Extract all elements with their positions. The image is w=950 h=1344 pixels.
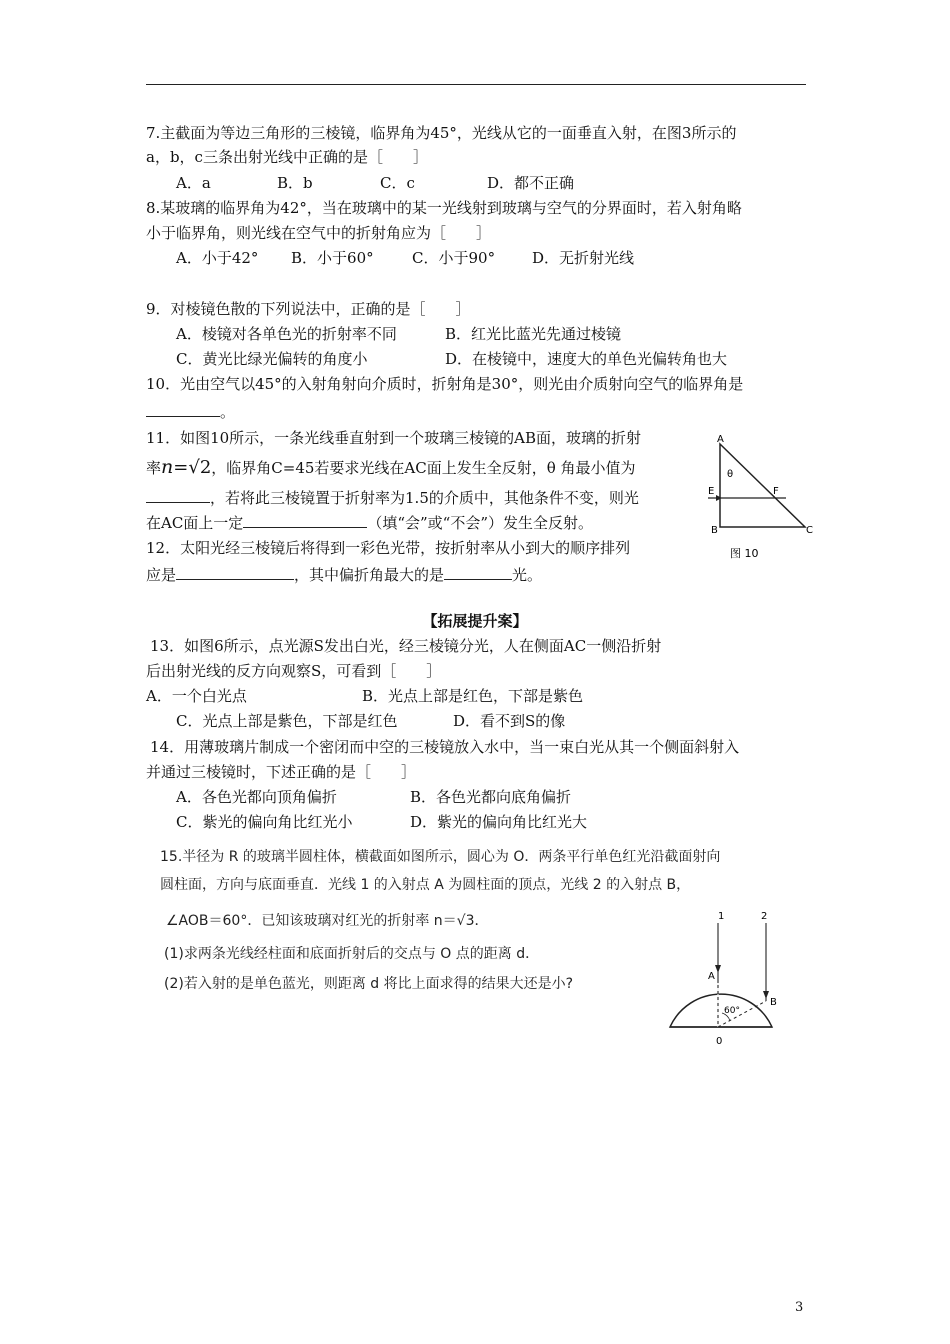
q12-line2: 应是 ，其中偏折角最大的是 光。 xyxy=(146,563,542,585)
q11-reflection-blank[interactable] xyxy=(243,511,367,528)
q10-line2: 。 xyxy=(146,400,235,422)
q15-line2: 圆柱面，方向与底面垂直．光线 1 的入射点 A 为圆柱面的顶点，光线 2 的入射点 B， xyxy=(160,877,691,893)
q9-line1: 9．对棱镜色散的下列说法中，正确的是［ ］ xyxy=(146,300,471,318)
q13-option-d: D．看不到S的像 xyxy=(453,712,566,730)
q14-option-b: B．各色光都向底角偏折 xyxy=(410,788,572,806)
q9-option-b: B．红光比蓝光先通过棱镜 xyxy=(445,325,622,343)
q8-line1: 8.某玻璃的临界角为42°，当在玻璃中的某一光线射到玻璃与空气的分界面时，若入射角略 xyxy=(146,199,742,217)
q8-option-c: C．小于90° xyxy=(412,249,496,267)
label-a: A xyxy=(717,434,724,445)
arrow-icon xyxy=(716,495,722,501)
ray-2-arrow-icon xyxy=(763,991,769,999)
q11-line1: 11．如图10所示，一条光线垂直射到一个玻璃三棱镜的AB面，玻璃的折射 xyxy=(146,429,642,447)
figure-10-caption: 图 10 xyxy=(730,547,759,560)
section-title: 【拓展提升案】 xyxy=(422,612,528,630)
q7-option-c: C．c xyxy=(380,174,415,192)
label-origin: 0 xyxy=(716,1036,723,1047)
q9-option-a: A．棱镜对各单色光的折射率不同 xyxy=(176,325,397,343)
q13-option-c: C．光点上部是紫色，下部是红色 xyxy=(176,712,398,730)
q8-option-a: A．小于42° xyxy=(176,249,259,267)
q15-line3: ∠AOB＝60°．已知该玻璃对红光的折射率 n＝√3． xyxy=(166,913,489,929)
q8-option-b: B．小于60° xyxy=(291,249,374,267)
q13-line1: 13．如图6所示，点光源S发出白光，经三棱镜分光，人在侧面AC一侧沿折射 xyxy=(150,637,662,655)
label-f: F xyxy=(773,486,779,497)
label-e: E xyxy=(708,486,715,497)
q9-option-d: D．在棱镜中，速度大的单色光偏转角也大 xyxy=(445,350,728,368)
q11-line4: 在AC面上一定 （填“会”或“不会”）发生全反射。 xyxy=(146,511,593,533)
label-theta: θ xyxy=(727,469,734,480)
q14-option-d: D．紫光的偏向角比红光大 xyxy=(410,813,588,831)
prism-triangle xyxy=(720,444,805,527)
q7-option-d: D．都不正确 xyxy=(487,174,575,192)
q14-option-a: A．各色光都向顶角偏折 xyxy=(176,788,337,806)
q7-line1: 7.主截面为等边三角形的三棱镜，临界角为45°，光线从它的一面垂直入射，在图3所示的 xyxy=(146,124,737,142)
q12-line1: 12．太阳光经三棱镜后将得到一彩色光带，按折射率从小到大的顺序排列 xyxy=(146,539,631,557)
q8-line2: 小于临界角，则光线在空气中的折射角应为［ ］ xyxy=(146,224,492,242)
q8-option-d: D．无折射光线 xyxy=(532,249,635,267)
q13-option-a: A．一个白光点 xyxy=(146,687,247,705)
q15-line1: 15.半径为 R 的玻璃半圆柱体，横截面如图所示，圆心为 O．两条平行单色红光沿截面射向 xyxy=(160,849,721,865)
q7-option-a: A．a xyxy=(176,174,211,192)
refractive-index-symbol: n xyxy=(161,456,174,478)
header-rule xyxy=(146,84,806,85)
q11-line2: 率n=√2，临界角C=45若要求光线在AC面上发生全反射，θ 角最小值为 xyxy=(146,456,636,478)
q10-answer-blank[interactable] xyxy=(146,400,220,417)
label-b: B xyxy=(711,525,718,536)
q15-sub2: (2)若入射的是单色蓝光，则距离 d 将比上面求得的结果大还是小? xyxy=(164,976,574,992)
label-point-b: B xyxy=(770,997,777,1008)
q10-line1: 10．光由空气以45°的入射角射向介质时，折射角是30°，则光由介质射向空气的临界角是 xyxy=(146,375,744,393)
q14-line1: 14．用薄玻璃片制成一个密闭而中空的三棱镜放入水中，当一束白光从其一个侧面斜射入 xyxy=(150,738,740,756)
label-ray-1: 1 xyxy=(718,911,725,922)
ray-1-arrow-icon xyxy=(715,965,721,973)
q14-option-c: C．紫光的偏向角比红光小 xyxy=(176,813,353,831)
q13-option-b: B．光点上部是红色，下部是紫色 xyxy=(362,687,584,705)
q11-angle-blank[interactable] xyxy=(146,486,210,503)
label-ray-2: 2 xyxy=(761,911,768,922)
q13-line2: 后出射光线的反方向观察S，可看到［ ］ xyxy=(146,662,442,680)
label-point-a: A xyxy=(708,971,715,982)
q11-line3: ，若将此三棱镜置于折射率为1.5的介质中，其他条件不变，则光 xyxy=(146,486,639,508)
q9-option-c: C．黄光比绿光偏转的角度小 xyxy=(176,350,368,368)
refractive-index-value: =√2 xyxy=(173,457,212,478)
page-number: 3 xyxy=(795,1300,804,1315)
label-angle: 60° xyxy=(724,1006,740,1016)
q14-line2: 并通过三棱镜时，下述正确的是［ ］ xyxy=(146,763,417,781)
q12-color-blank[interactable] xyxy=(444,563,512,580)
figure-semicircle xyxy=(660,905,790,1050)
q12-order-blank[interactable] xyxy=(176,563,294,580)
semicircle-glass xyxy=(670,994,772,1027)
q15-sub1: (1)求两条光线经柱面和底面折射后的交点与 O 点的距离 d． xyxy=(164,946,540,962)
figure-10-prism xyxy=(700,432,816,572)
q7-option-b: B．b xyxy=(277,174,313,192)
q7-line2: a，b，c三条出射光线中正确的是［ ］ xyxy=(146,148,428,166)
label-c: C xyxy=(806,525,813,536)
